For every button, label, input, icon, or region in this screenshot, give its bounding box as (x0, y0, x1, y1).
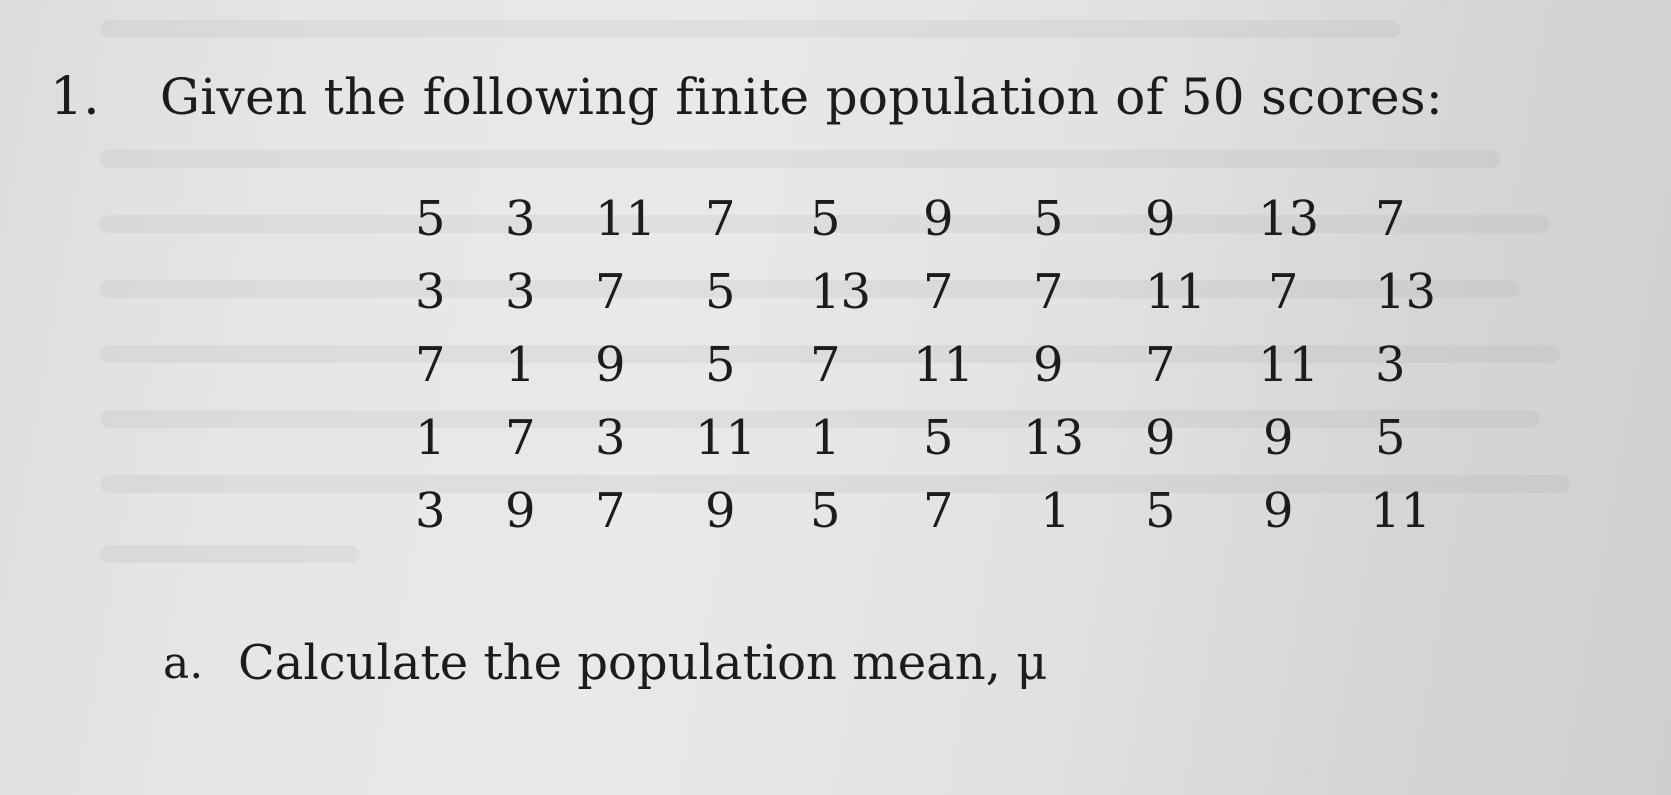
score-row (415, 402, 1535, 475)
score-value: 11 (913, 337, 975, 393)
score-value: 7 (415, 337, 446, 393)
score-value: 7 (923, 483, 954, 539)
score-value: 9 (1033, 337, 1064, 393)
question-text: Given the following finite population of 50 scores: (160, 68, 1443, 126)
score-value: 9 (595, 337, 626, 393)
score-row (415, 183, 1535, 256)
score-value: 3 (415, 264, 446, 320)
score-value: 3 (505, 191, 536, 247)
score-value: 7 (1033, 264, 1064, 320)
score-value: 3 (415, 483, 446, 539)
score-value: 9 (1263, 483, 1294, 539)
score-value: 7 (1268, 264, 1299, 320)
score-value: 7 (705, 191, 736, 247)
score-value: 13 (1258, 191, 1320, 247)
score-value: 7 (595, 483, 626, 539)
score-value: 3 (595, 410, 626, 466)
score-value: 1 (505, 337, 536, 393)
score-value: 13 (1023, 410, 1085, 466)
score-value: 13 (810, 264, 872, 320)
score-row (415, 329, 1535, 402)
score-value: 11 (595, 191, 657, 247)
score-value: 1 (415, 410, 446, 466)
subquestion-text: Calculate the population mean, μ (238, 635, 1048, 691)
score-row (415, 475, 1535, 548)
score-value: 3 (505, 264, 536, 320)
score-value: 11 (1258, 337, 1320, 393)
score-value: 7 (505, 410, 536, 466)
score-value: 13 (1375, 264, 1437, 320)
score-value: 9 (1145, 191, 1176, 247)
score-value: 5 (705, 264, 736, 320)
score-grid (415, 183, 1535, 548)
score-value: 5 (705, 337, 736, 393)
score-value: 3 (1375, 337, 1406, 393)
score-value: 11 (1145, 264, 1207, 320)
score-value: 9 (705, 483, 736, 539)
score-value: 9 (505, 483, 536, 539)
subquestion-letter: a. (163, 638, 204, 689)
score-value: 5 (810, 483, 841, 539)
score-value: 5 (810, 191, 841, 247)
score-row (415, 256, 1535, 329)
score-value: 7 (810, 337, 841, 393)
score-value: 5 (1375, 410, 1406, 466)
score-value: 7 (595, 264, 626, 320)
score-value: 5 (923, 410, 954, 466)
score-value: 9 (923, 191, 954, 247)
score-value: 11 (1370, 483, 1432, 539)
score-value: 1 (1040, 483, 1071, 539)
score-value: 9 (1263, 410, 1294, 466)
score-value: 5 (415, 191, 446, 247)
score-value: 5 (1145, 483, 1176, 539)
question-number: 1. (50, 67, 100, 127)
score-value: 1 (810, 410, 841, 466)
score-value: 5 (1033, 191, 1064, 247)
score-value: 7 (1375, 191, 1406, 247)
score-value: 11 (695, 410, 757, 466)
score-value: 7 (923, 264, 954, 320)
score-value: 7 (1145, 337, 1176, 393)
score-value: 9 (1145, 410, 1176, 466)
